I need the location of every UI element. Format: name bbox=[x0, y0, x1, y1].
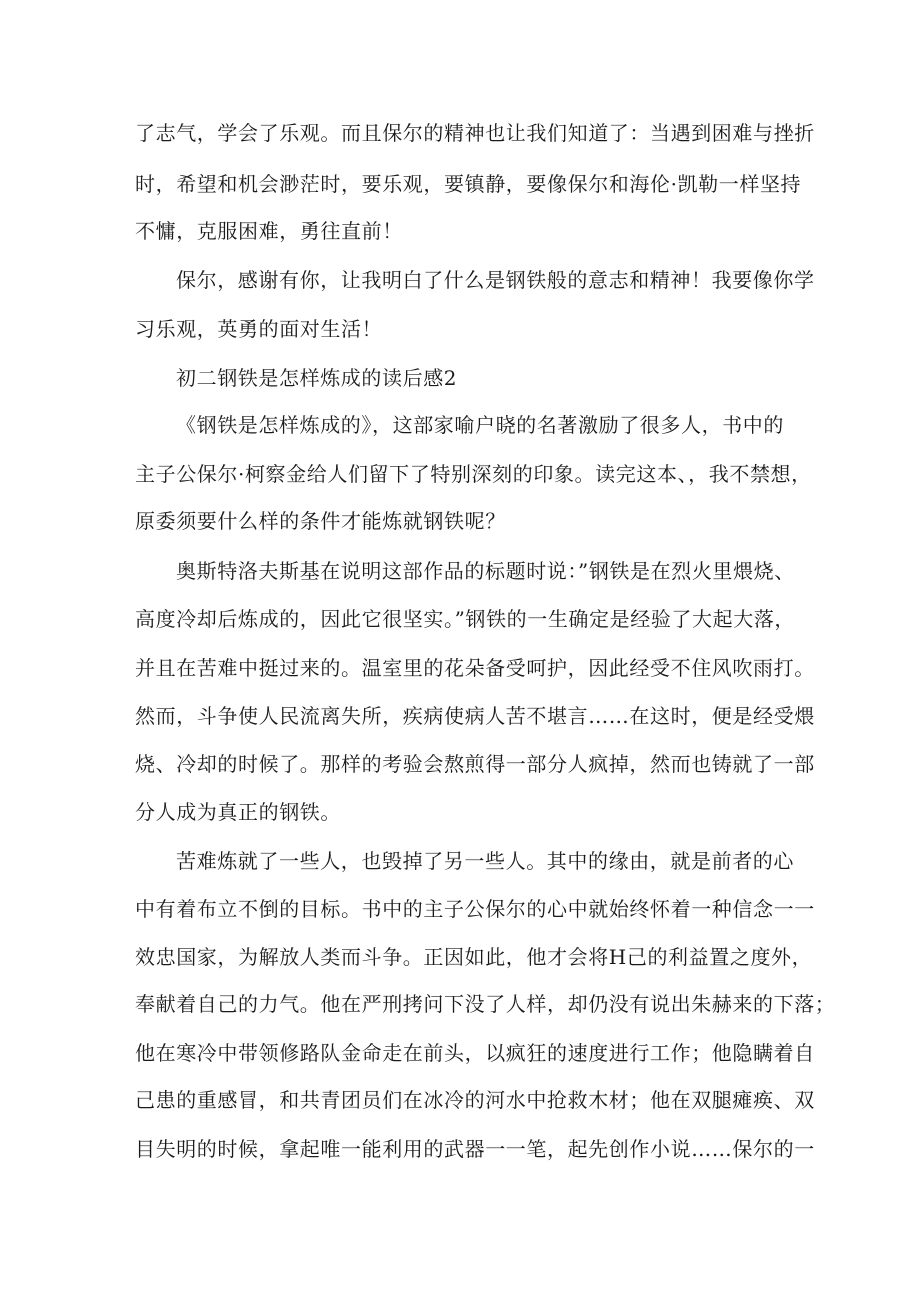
text-line-21: 己患的重感冒，和共青团员们在冰冷的河水中抢救木材；他在双腿瘫痪、双 bbox=[135, 1088, 815, 1112]
text-line-3: 不慵，克服困难，勇往直前！ bbox=[135, 219, 403, 243]
text-line-17: 中有着布立不倒的目标。书中的主子公保尔的心中就始终怀着一种信念一一 bbox=[135, 897, 815, 921]
text-line-20: 他在寒冷中带领修路队金命走在前头，以疯狂的速度进行工作；他隐瞒着自 bbox=[135, 1041, 815, 1065]
text-line-2: 时，希望和机会渺茫时，要乐观，要镇静，要像保尔和海伦·凯勒一样坚持 bbox=[135, 172, 802, 196]
text-line-8: 主子公保尔·柯察金给人们留下了特别深刻的印象。读完这本、，我不禁想， bbox=[135, 462, 812, 486]
text-line-1: 了志气，学会了乐观。而且保尔的精神也让我们知道了：当遇到困难与挫折 bbox=[135, 121, 815, 145]
text-line-16: 苦难炼就了一些人，也毁掉了另一些人。其中的缘由，就是前者的心 bbox=[176, 849, 794, 873]
text-line-15: 分人成为真正的钢铁。 bbox=[135, 800, 341, 824]
text-line-14: 烧、冷却的时候了。那样的考验会熬煎得一部分人疯掉，然而也铸就了一部 bbox=[135, 752, 815, 776]
text-line-18: 效忠国家，为解放人类而斗争。正因如此，他才会将H己的利益置之度外， bbox=[135, 945, 813, 969]
text-line-13: 然而，斗争使人民流离失所，疾病使病人苦不堪言……在这时，便是经受煨 bbox=[135, 704, 815, 728]
text-line-5: 习乐观，英勇的面对生活！ bbox=[135, 317, 383, 341]
text-line-12: 并且在苦难中挺过来的。温室里的花朵备受呵护，因此经受不住风吹雨打。 bbox=[135, 656, 815, 680]
text-line-10: 奥斯特洛夫斯基在说明这部作品的标题时说：”钢铁是在烈火里煨烧、 bbox=[176, 559, 795, 583]
text-line-9: 原委须要什么样的条件才能炼就钢铁呢？ bbox=[135, 509, 506, 533]
text-line-4: 保尔，感谢有你，让我明白了什么是钢铁般的意志和精神！我要像你学 bbox=[176, 268, 815, 292]
text-line-7: 《钢铁是怎样炼成的》，这部家喻户晓的名著激励了很多人，书中的 bbox=[176, 413, 784, 437]
text-line-19: 奉献着自己的力气。他在严刑拷问下没了人样，却仍没有说出朱赫来的下落； bbox=[135, 992, 836, 1016]
text-line-22: 目失明的时候，拿起唯一能利用的武器一一笔，起先创作小说……保尔的一 bbox=[135, 1137, 815, 1161]
text-line-11: 高度冷却后炼成的，因此它很坚实。”钢铁的一生确定是经验了大起大落， bbox=[135, 607, 796, 631]
section-heading: 初二钢铁是怎样炼成的读后感2 bbox=[176, 366, 458, 390]
